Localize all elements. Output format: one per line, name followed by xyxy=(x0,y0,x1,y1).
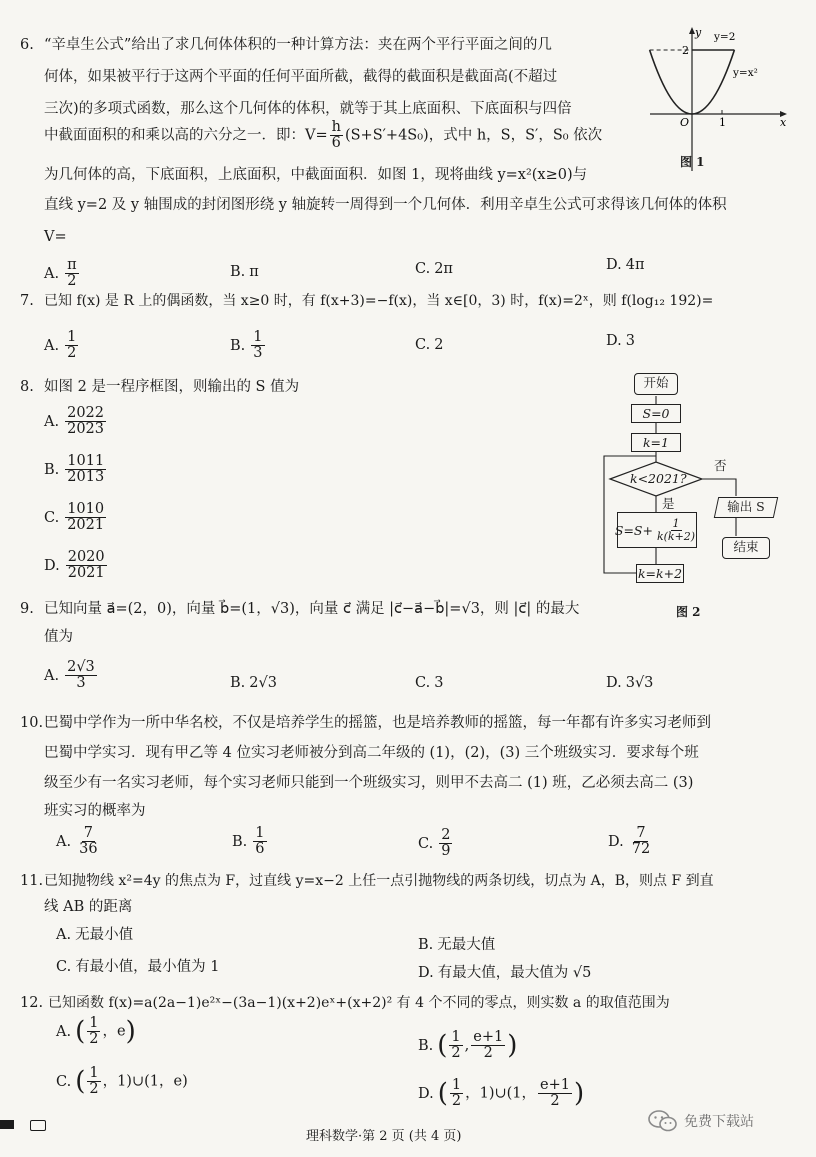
q12-stem: 已知函数 f(x)=a(2a−1)e²ˣ−(3a−1)(x+2)eˣ+(x+2)² 有 4 个不同的零点，则实数 a 的取值范围为 xyxy=(48,995,670,1011)
q7-option-c xyxy=(415,338,443,353)
option-text: 2π xyxy=(434,261,453,277)
option-label: A. xyxy=(56,833,72,850)
option-den: 9 xyxy=(441,843,451,860)
option-den: 2013 xyxy=(67,469,105,486)
q7-stem: 已知 f(x) 是 R 上的偶函数，当 x≥0 时，有 f(x+3)=−f(x)，当 x∈[0，3) 时，f(x)=2ˣ，则 f(log₁₂ 192)= xyxy=(44,293,714,309)
q10-line-4: 班实习的概率为 xyxy=(44,803,146,819)
q11-option-c xyxy=(56,960,220,975)
option-num: 1 xyxy=(89,1065,99,1081)
option-label: D. xyxy=(606,333,622,349)
q7-option-d xyxy=(606,334,635,349)
option-den: 6 xyxy=(255,841,265,858)
option-label: D. xyxy=(608,833,624,850)
q10-line-2: 巴蜀中学实习．现有甲乙等 4 位实习老师被分到高二年级的 (1)，(2)，(3) 三个班级实习．要求每个班 xyxy=(44,745,699,761)
option-num-2: e+1 xyxy=(540,1077,570,1093)
option-label: A. xyxy=(44,337,60,354)
option-text: 无最大值 xyxy=(437,937,496,953)
q8-stem: 如图 2 是一程序框图，则输出的 S 值为 xyxy=(44,379,300,395)
q6-line-3: 三次)的多项式函数，那么这个几何体的体积，就等于其上底面积、下底面积与四倍 xyxy=(44,101,572,117)
q6-option-b xyxy=(230,265,259,280)
q11-number: 11. xyxy=(20,873,44,889)
q6-formula-suffix: (S+S′+4S₀)，式中 h，S，S′，S₀ 依次 xyxy=(344,127,603,144)
option-den: 2 xyxy=(67,345,77,362)
q6-number: 6. xyxy=(20,37,34,53)
q9-option-d xyxy=(606,676,653,691)
option-num: 1 xyxy=(253,329,263,345)
q9-stem: 已知向量 a⃗=(2，0)，向量 b⃗=(1，√3)，向量 c⃗ 满足 |c⃗−a⃗−b⃗|=√3，则 |c⃗| 的最大 xyxy=(44,601,580,617)
q7-option-a xyxy=(44,330,80,361)
q9-option-c xyxy=(415,676,443,691)
flowchart-connectors xyxy=(596,370,796,595)
line-y2-label: y=2 xyxy=(714,31,736,43)
option-label: B. xyxy=(418,1037,434,1054)
q9-number: 9. xyxy=(20,601,34,617)
curve-label: y=x² xyxy=(733,67,758,79)
q10-option-a xyxy=(56,826,102,857)
q8-option-c xyxy=(44,502,108,533)
option-text: 3 xyxy=(625,333,635,349)
checkbox-mark xyxy=(30,1120,46,1131)
option-num: 2022 xyxy=(67,405,104,421)
q10-option-d xyxy=(608,826,654,857)
option-den: 2 xyxy=(451,1045,461,1062)
option-label: B. xyxy=(230,337,246,354)
option-label: B. xyxy=(230,264,246,280)
q6-line-1: “辛卓生公式”给出了求几何体体积的一种计算方法：夹在两个平行平面之间的几 xyxy=(44,37,552,53)
flowchart-update xyxy=(614,512,697,548)
page-number: 理科数学·第 2 页 (共 4 页) xyxy=(306,1129,462,1144)
watermark xyxy=(648,1110,754,1132)
x-axis-label: x xyxy=(780,116,787,129)
q6-line-2: 何体，如果被平行于这两个平面的任何平面所截，截得的截面积是截面高(不超过 xyxy=(44,69,558,85)
option-label: B. xyxy=(232,833,248,850)
option-den: 2021 xyxy=(67,565,105,582)
option-den: 2 xyxy=(451,1093,462,1110)
option-num: 1 xyxy=(451,1029,461,1045)
update-den: k(k+2) xyxy=(656,529,696,543)
option-den-2: 2 xyxy=(550,1093,560,1110)
flowchart-condition: k<2021? xyxy=(630,471,687,486)
option-label: C. xyxy=(415,337,431,353)
q11-option-a xyxy=(56,928,133,943)
q12-option-b: B. ( $\frac{1}{2}$ , $\frac{e+1}{2}$ ) xyxy=(418,1029,518,1062)
option-num: 1 xyxy=(451,1077,462,1093)
option-label: D. xyxy=(606,675,622,691)
q9-stem-2: 值为 xyxy=(44,629,73,645)
flowchart-start: 开始 xyxy=(634,373,678,395)
q6-option-a xyxy=(44,258,81,289)
option-den: 2 xyxy=(89,1031,99,1048)
q6-formula-prefix: 中截面面积的和乘以高的六分之一．即：V= xyxy=(44,127,328,144)
flowchart-yes-label: 是 xyxy=(662,496,675,511)
q6-formula-num: h xyxy=(331,119,341,135)
option-text: 有最小值，最小值为 1 xyxy=(75,959,220,975)
update-num: 1 xyxy=(672,516,680,530)
q6-option-c xyxy=(415,262,453,277)
option-text: 3 xyxy=(434,675,444,691)
option-num: 1 xyxy=(255,825,265,841)
q12-option-d: D. ( $\frac{1}{2}$ ，1)∪(1， $\frac{e+1}{2}$ ) xyxy=(418,1077,585,1110)
q11-line-2: 线 AB 的距离 xyxy=(44,899,133,915)
option-num: 2020 xyxy=(67,549,105,565)
tick-1-label: 1 xyxy=(719,116,726,129)
option-label: A. xyxy=(44,265,60,282)
option-num: 7 xyxy=(636,825,646,841)
option-label: B. xyxy=(44,461,60,478)
option-num: 1010 xyxy=(67,501,105,517)
option-mid: ，1)∪(1， xyxy=(465,1085,537,1102)
option-num: 1 xyxy=(89,1015,99,1031)
option-num: 2 xyxy=(441,827,451,843)
option-label: D. xyxy=(606,257,622,273)
q10-option-c xyxy=(418,828,454,859)
option-num: 7 xyxy=(83,825,93,841)
option-text: 2 xyxy=(434,337,444,353)
option-tail: ，1)∪(1，e) xyxy=(102,1073,188,1090)
figure-1-caption: 图 1 xyxy=(680,155,705,169)
option-label: A. xyxy=(44,413,60,430)
watermark-text: 免费下载站 xyxy=(684,1114,754,1130)
q8-number: 8. xyxy=(20,379,34,395)
flowchart-init-k: k=1 xyxy=(631,433,681,452)
option-num: 1 xyxy=(67,329,77,345)
q6-formula-den: 6 xyxy=(331,135,341,152)
option-label: B. xyxy=(418,937,434,953)
q6-line-6: V= xyxy=(44,229,67,245)
q11-option-b xyxy=(418,938,495,953)
option-num: 2√3 xyxy=(67,659,95,675)
option-label: D. xyxy=(418,1085,434,1102)
connector-no-output xyxy=(702,479,736,496)
option-label: A. xyxy=(44,667,60,684)
option-den: 2023 xyxy=(67,421,104,438)
q11-line-1: 已知抛物线 x²=4y 的焦点为 F，过直线 y=x−2 上任一点引抛物线的两条切线，切点为 A，B，则点 F 到直 xyxy=(44,873,714,889)
option-label: B. xyxy=(230,675,246,691)
q9-option-a xyxy=(44,660,99,691)
y-axis-label: y xyxy=(695,26,702,39)
option-text: 无最小值 xyxy=(75,927,134,943)
figure-2-caption: 图 2 xyxy=(676,605,701,619)
flowchart-no-label: 否 xyxy=(714,458,727,473)
q11-option-d xyxy=(418,966,591,981)
option-label: C. xyxy=(56,959,72,975)
option-den: 2 xyxy=(89,1081,99,1098)
option-label: A. xyxy=(56,927,72,943)
option-tail: ，e xyxy=(102,1023,126,1040)
q12-number: 12. xyxy=(20,995,44,1011)
tick-2-label: 2 xyxy=(682,44,689,57)
option-num: π xyxy=(67,257,77,273)
scan-mark xyxy=(0,1120,14,1129)
q8-option-d xyxy=(44,550,109,581)
option-den: 2021 xyxy=(67,517,105,534)
option-den: 36 xyxy=(79,841,98,858)
option-text: 4π xyxy=(625,257,645,273)
q6-option-d xyxy=(606,258,644,273)
q10-line-3: 级至少有一名实习老师，每个实习老师只能到一个班级实习，则甲不去高二 (1) 班，乙必须去高二 (3) xyxy=(44,775,694,791)
option-text: 2√3 xyxy=(249,675,277,691)
q10-option-b xyxy=(232,826,269,857)
option-den: 3 xyxy=(253,345,263,362)
option-label: C. xyxy=(418,835,434,852)
option-text: 3√3 xyxy=(625,675,654,691)
option-text: π xyxy=(249,264,259,280)
q6-line-5: 直线 y=2 及 y 轴围成的封闭图形绕 y 轴旋转一周得到一个几何体．利用辛卓生公式可求得该几何体的体积 xyxy=(44,197,727,213)
q12-option-c: C. ( $\frac{1}{2}$ ，1)∪(1，e) xyxy=(56,1065,188,1098)
option-den: 2 xyxy=(67,273,77,290)
output-label: 输出 S xyxy=(727,499,765,514)
option-den: 3 xyxy=(76,675,86,692)
option-num-2: e+1 xyxy=(473,1029,504,1045)
option-label: D. xyxy=(418,965,434,981)
update-prefix: S=S+ xyxy=(614,522,653,538)
wechat-icon xyxy=(648,1110,678,1132)
q10-number: 10. xyxy=(20,715,44,731)
q8-option-a xyxy=(44,406,108,437)
flowchart-init-s: S=0 xyxy=(631,404,681,423)
q7-option-b xyxy=(230,330,267,361)
option-den: 72 xyxy=(631,841,651,858)
flowchart-increment: k=k+2 xyxy=(637,566,683,581)
option-label: C. xyxy=(44,509,60,526)
option-num: 1011 xyxy=(67,453,105,469)
origin-label: O xyxy=(680,116,690,129)
q10-line-1: 巴蜀中学作为一所中华名校，不仅是培养学生的摇篮，也是培养教师的摇篮，每一年都有许多实习老师到 xyxy=(44,715,711,731)
q6-line-4: 为几何体的高，下底面积，上底面积，中截面面积．如图 1，现将曲线 y=x²(x≥0)与 xyxy=(44,167,588,183)
flowchart-end: 结束 xyxy=(722,537,770,559)
option-den-2: 2 xyxy=(483,1045,493,1062)
option-text: 有最大值，最大值为 √5 xyxy=(437,965,592,981)
q9-option-b xyxy=(230,676,277,691)
q8-option-b xyxy=(44,454,108,485)
q12-option-a: A. ( $\frac{1}{2}$ ，e) xyxy=(56,1015,136,1048)
q7-number: 7. xyxy=(20,293,34,309)
figure-1-parabola xyxy=(640,26,790,176)
option-label: C. xyxy=(56,1073,72,1090)
option-label: C. xyxy=(415,675,431,691)
option-label: C. xyxy=(415,261,431,277)
option-label: A. xyxy=(56,1023,72,1040)
flowchart-output xyxy=(714,497,778,518)
option-label: D. xyxy=(44,557,60,574)
q6-formula-line xyxy=(44,120,602,151)
q6-formula-fraction xyxy=(330,120,343,151)
